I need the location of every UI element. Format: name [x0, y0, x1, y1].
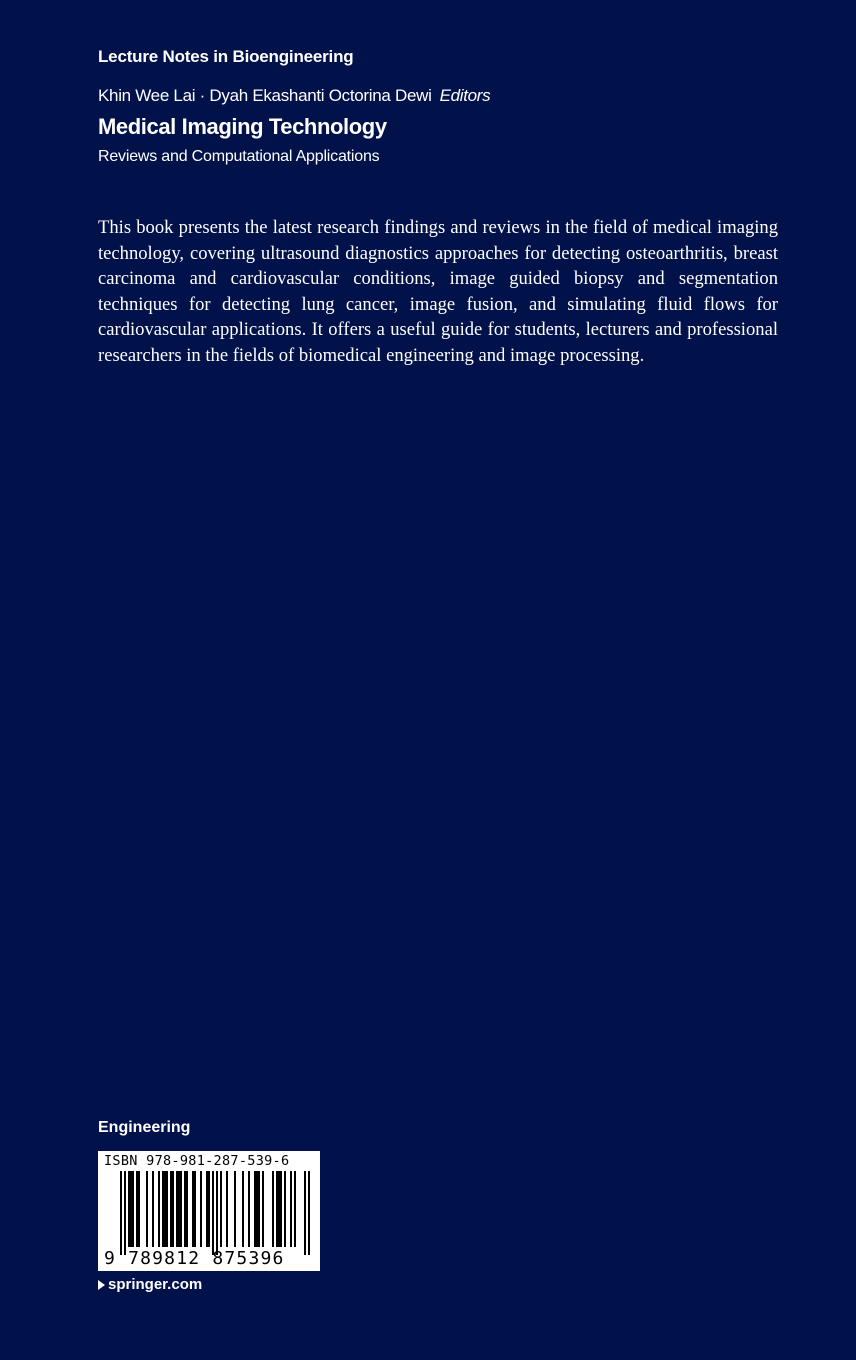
barcode-bar [128, 1171, 130, 1247]
barcode-bar [124, 1171, 126, 1255]
editors-line [98, 86, 490, 106]
barcode-bar [120, 1171, 122, 1255]
book-title: Medical Imaging Technology [98, 114, 387, 139]
barcode-bar [172, 1171, 174, 1247]
barcode-bar [294, 1171, 296, 1247]
barcode-bar [206, 1171, 208, 1247]
ean-digits: 9 789812 875396 [104, 1248, 285, 1269]
barcode-bar [248, 1171, 250, 1247]
barcode-bar [226, 1171, 228, 1247]
subject-category: Engineering [98, 1119, 191, 1136]
barcode-bar [212, 1171, 214, 1255]
isbn-barcode [98, 1151, 320, 1271]
barcode-bar [208, 1171, 210, 1247]
book-description: This book presents the latest research findings and reviews in the field of medical imaging technology, covering ultrasound diagnostics approaches for detecting osteoarthritis, breast carcinoma and cardiovascular conditions, image guided biopsy and segmentation techniques for detecting lung cancer, image fusion, and simulating fluid flows for cardiovascular applications. It offers a useful guide for students, lecturers and professional researchers in the fields of biomedical engineering and image processing. [98, 217, 778, 366]
barcode-bar [220, 1171, 222, 1247]
barcode-bar [308, 1171, 310, 1255]
editors-role: Editors [439, 86, 491, 105]
barcode-bar [304, 1171, 306, 1255]
barcode-bar [132, 1171, 134, 1247]
arrow-right-icon [98, 1280, 105, 1290]
barcode-bar [256, 1171, 258, 1247]
isbn-label: ISBN 978-981-287-539-6 [104, 1153, 290, 1169]
barcode-bar [194, 1171, 196, 1247]
barcode-bar [276, 1171, 278, 1247]
barcode-bar [234, 1171, 236, 1247]
barcode-bar [152, 1171, 154, 1247]
barcode-bar [180, 1171, 182, 1247]
barcode-bar [216, 1171, 218, 1255]
barcode-bar [278, 1171, 280, 1247]
book-subtitle: Reviews and Computational Applications [98, 148, 380, 165]
barcode-bar [272, 1171, 274, 1247]
barcode-bar [164, 1171, 166, 1247]
publisher-url: springer.com [108, 1276, 203, 1293]
barcode-bar [284, 1171, 286, 1247]
barcode-bar [170, 1171, 172, 1247]
barcode-bar [158, 1171, 160, 1247]
barcode-bar [258, 1171, 260, 1247]
barcode-bar [130, 1171, 132, 1247]
barcode-bar [242, 1171, 244, 1247]
publisher-link[interactable] [98, 1276, 202, 1293]
barcode-bar [166, 1171, 168, 1247]
barcode-bar [146, 1171, 148, 1247]
barcode-bar [138, 1171, 140, 1247]
barcode-bar [136, 1171, 138, 1247]
barcode-bar [290, 1171, 292, 1247]
series-title: Lecture Notes in Bioengineering [98, 47, 354, 66]
barcode-bar [162, 1171, 164, 1247]
barcode-bar [192, 1171, 194, 1247]
barcode-bar [178, 1171, 180, 1247]
barcode-bar [280, 1171, 282, 1247]
barcode-bar [262, 1171, 264, 1247]
barcode-bar [176, 1171, 178, 1247]
barcode-bar [186, 1171, 188, 1247]
barcode-bar [200, 1171, 202, 1247]
barcode-bar [184, 1171, 186, 1247]
barcode-bar [254, 1171, 256, 1247]
editor-names: Khin Wee Lai · Dyah Ekashanti Octorina Dewi [98, 86, 432, 105]
